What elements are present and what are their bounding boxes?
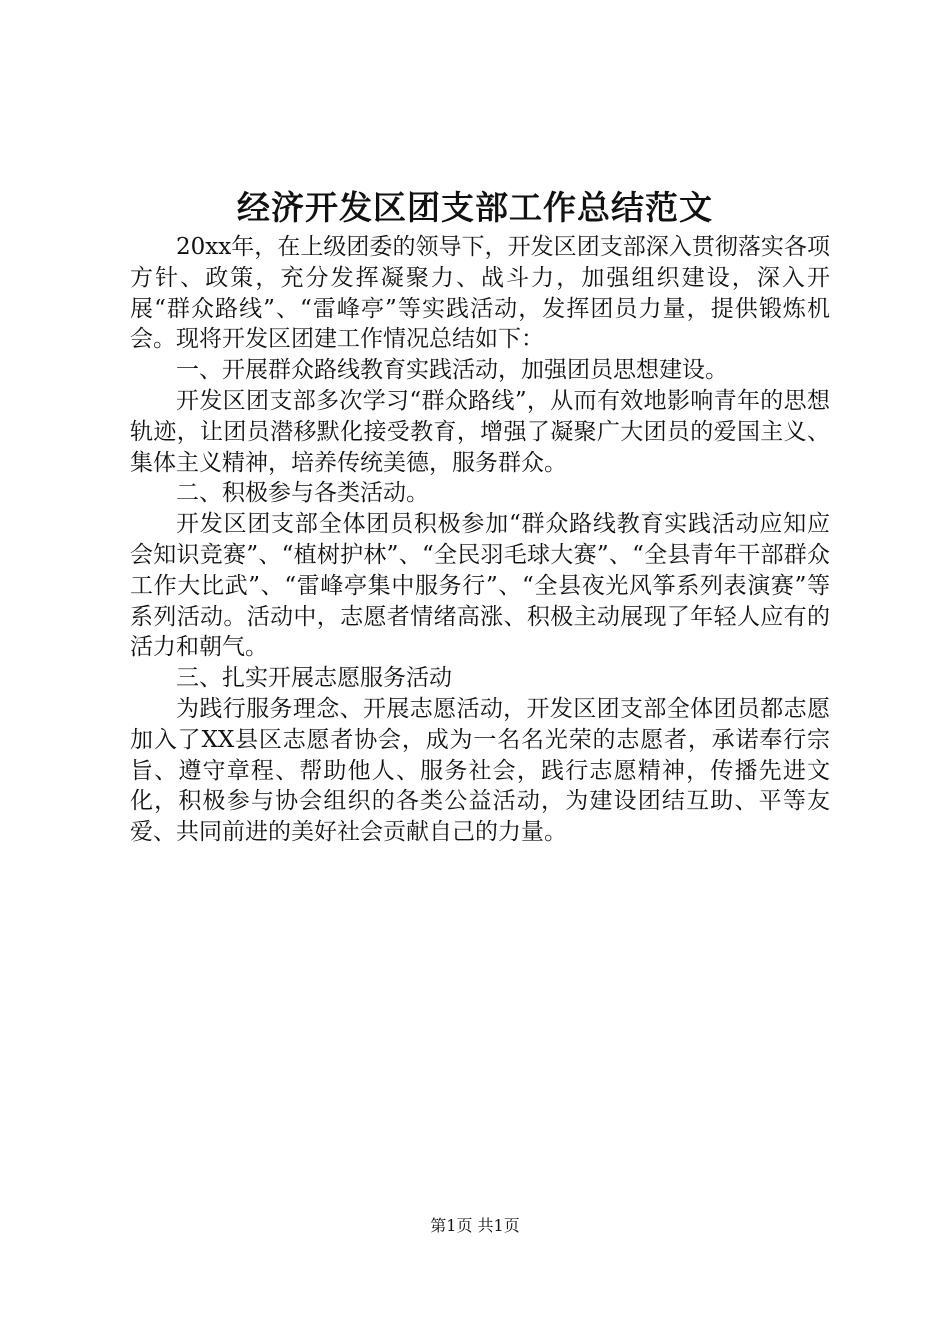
intro-paragraph: 20xx年，在上级团委的领导下，开发区团支部深入贯彻落实各项方针、政策，充分发挥凝聚力、战斗力，加强组织建设，深入开展“群众路线”、“雷峰亭”等实践活动，发挥团员力量，提供锻炼机会。现将开发区团建工作情况总结如下： [130,234,830,353]
document-title: 经济开发区团支部工作总结范文 [237,188,713,227]
page-footer: 第1页 共1页 [430,1216,520,1235]
document-body [130,232,830,848]
section-paragraph-1: 开发区团支部多次学习“群众路线”，从而有效地影响青年的思想轨迹，让团员潜移默化接受教育，增强了凝聚广大团员的爱国主义、集体主义精神，培养传统美德，服务群众。 [130,387,830,476]
section-heading-1: 一、开展群众路线教育实践活动，加强团员思想建设。 [176,357,728,384]
section-paragraph-3: 为践行服务理念、开展志愿活动，开发区团支部全体团员都志愿加入了XX县区志愿者协会，成为一名名光荣的志愿者，承诺奉行宗旨、遵守章程、帮助他人、服务社会，践行志愿精神，传播先进文化，积极参与协会组织的各类公益活动，为建设团结互助、平等友爱、共同前进的美好社会贡献自己的力量。 [130,695,830,846]
section-paragraph-2: 开发区团支部全体团员积极参加“群众路线教育实践活动应知应会知识竞赛”、“植树护林”、“全民羽毛球大赛”、“全县青年干部群众工作大比武”、“雷峰亭集中服务行”、“全县夜光风筝系列表演赛”等系列活动。活动中，志愿者情绪高涨、积极主动展现了年轻人应有的活力和朝气。 [130,511,830,661]
section-heading-3: 三、扎实开展志愿服务活动 [176,665,452,692]
section-heading-2: 二、积极参与各类活动。 [176,480,429,507]
